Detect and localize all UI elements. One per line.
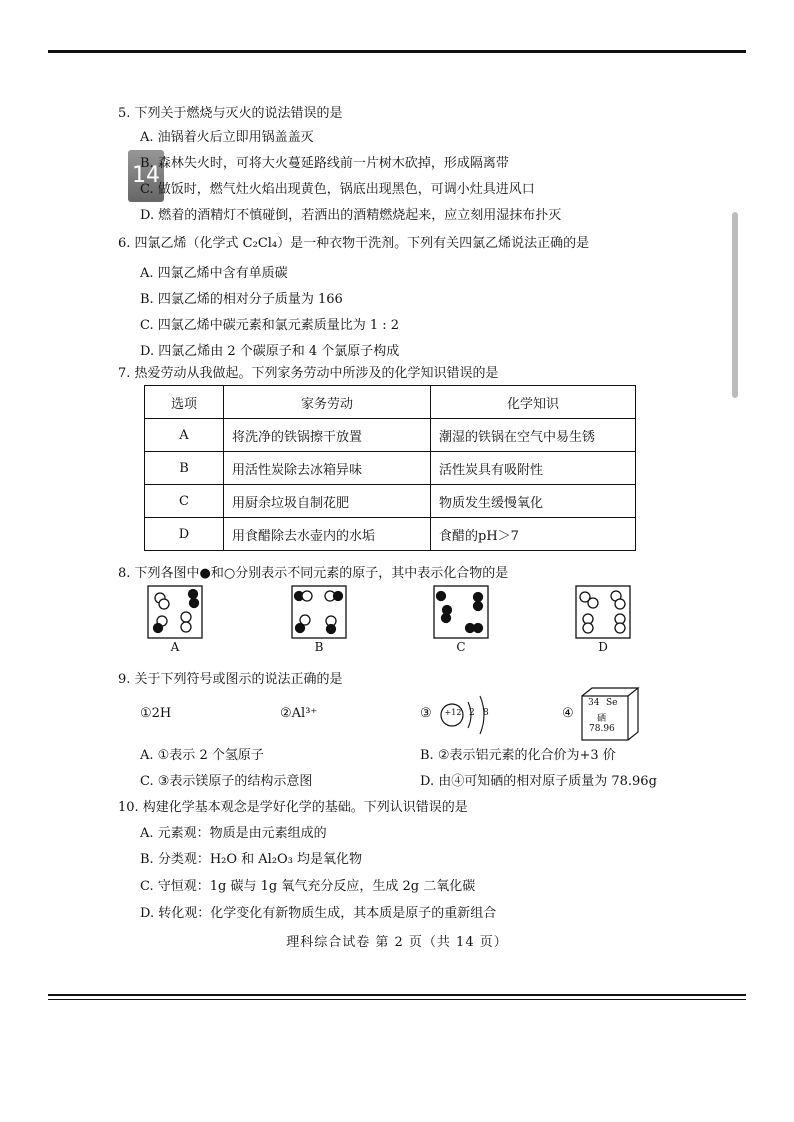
- element-name: 硒: [597, 714, 607, 724]
- q6-stem: 6. 四氯乙烯（化学式 C₂Cl₄）是一种衣物干洗剂。下列有关四氯乙烯说法正确的是: [118, 236, 590, 251]
- table-cell: 用活性炭除去冰箱异味: [224, 452, 431, 485]
- table-cell: 食醋的pH＞7: [431, 518, 636, 551]
- atom-black: [474, 624, 483, 633]
- q5-option-c: C. 做饭时，燃气灶火焰出现黄色，锅底出现黑色，可调小灶具进风口: [140, 182, 535, 197]
- q5-option-a: A. 油锅着火后立即用锅盖盖灭: [140, 130, 314, 145]
- table-cell: C: [145, 485, 224, 518]
- element-mass: 78.96: [589, 724, 615, 734]
- shell-2-electrons: 8: [483, 708, 489, 718]
- page-footer: 理科综合试卷 第 2 页（共 14 页）: [286, 935, 508, 950]
- atom-black: [437, 592, 446, 601]
- page-badge: 14: [128, 150, 164, 202]
- table-cell: 用厨余垃圾自制花肥: [224, 485, 431, 518]
- atom-black: [327, 625, 336, 634]
- q8-particle-diagrams: [0, 584, 794, 642]
- table-cell: 物质发生缓慢氧化: [431, 485, 636, 518]
- atom-black: [334, 592, 343, 601]
- table-cell: A: [145, 419, 224, 452]
- element-symbol: Se: [606, 698, 618, 708]
- q10-stem: 10. 构建化学基本观念是学好化学的基础。下列认识错误的是: [118, 800, 468, 815]
- bottom-rule-thin: [48, 999, 746, 1000]
- symbol-4: ④: [562, 706, 574, 721]
- diagram-label-a: A: [170, 640, 180, 654]
- atom-white: [615, 623, 625, 633]
- atom-black: [474, 602, 483, 611]
- q9-option-a: A. ①表示 2 个氢原子: [140, 748, 264, 763]
- q7-table: [144, 385, 636, 551]
- scrollbar-thumb[interactable]: [732, 212, 738, 398]
- atom-white: [588, 598, 598, 608]
- atom-white: [583, 623, 593, 633]
- table-header: 家务劳动: [224, 386, 431, 419]
- diagram-label-d: D: [598, 640, 608, 654]
- q6-option-d: D. 四氯乙烯由 2 个碳原子和 4 个氯原子构成: [140, 344, 400, 359]
- q10-option-a: A. 元素观：物质是由元素组成的: [140, 826, 327, 841]
- element-number: 34: [588, 698, 600, 708]
- q8-stem: 8. 下列各图中●和○分别表示不同元素的原子，其中表示化合物的是: [118, 566, 509, 581]
- table-header-row: [145, 386, 636, 419]
- q9-stem: 9. 关于下列符号或图示的说法正确的是: [118, 672, 343, 687]
- table-header: 化学知识: [431, 386, 636, 419]
- atom-black: [442, 614, 451, 623]
- table-row: [145, 419, 636, 452]
- q6-option-c: C. 四氯乙烯中碳元素和氯元素质量比为 1 : 2: [140, 318, 400, 333]
- nucleus-charge: +12: [444, 708, 462, 717]
- top-rule: [48, 50, 746, 53]
- diagram-label-c: C: [456, 640, 466, 654]
- q6-option-a: A. 四氯乙烯中含有单质碳: [140, 266, 288, 281]
- atom-white: [615, 599, 625, 609]
- table-cell: 活性炭具有吸附性: [431, 452, 636, 485]
- table-row: [145, 485, 636, 518]
- shell-1-electrons: 2: [469, 708, 475, 718]
- atom-white: [159, 599, 169, 609]
- symbol-3: ③: [420, 706, 432, 721]
- q7-stem: 7. 热爱劳动从我做起。下列家务劳动中所涉及的化学知识错误的是: [118, 366, 499, 381]
- q5-option-b: B. 森林失火时，可将大火蔓延路线前一片树木砍掉，形成隔离带: [140, 156, 509, 171]
- table-cell: 用食醋除去水壶内的水垢: [224, 518, 431, 551]
- bottom-rule: [48, 994, 746, 996]
- table-cell: B: [145, 452, 224, 485]
- atom-black: [154, 624, 163, 633]
- table-cell: D: [145, 518, 224, 551]
- symbol-1: ①2H: [140, 706, 172, 721]
- table-header: 选项: [145, 386, 224, 419]
- q5-stem: 5. 下列关于燃烧与灭火的说法错误的是: [118, 106, 343, 121]
- atom-black: [474, 593, 483, 602]
- table-cell: 潮湿的铁锅在空气中易生锈: [431, 419, 636, 452]
- atom-white: [181, 622, 191, 632]
- q10-option-d: D. 转化观：化学变化有新物质生成，其本质是原子的重新组合: [140, 906, 497, 921]
- table-row: [145, 452, 636, 485]
- q5-option-d: D. 燃着的酒精灯不慎碰倒，若洒出的酒精燃烧起来，应立刻用湿抹布扑灭: [140, 208, 562, 223]
- atom-black: [189, 590, 198, 599]
- diagram-label-b: B: [314, 640, 324, 654]
- symbol-2: ②Al³⁺: [280, 706, 318, 721]
- table-row: [145, 518, 636, 551]
- atom-black: [190, 599, 199, 608]
- table-cell: 将洗净的铁锅擦干放置: [224, 419, 431, 452]
- atom-white: [302, 591, 312, 601]
- q9-option-b: B. ②表示铝元素的化合价为+3 价: [420, 748, 616, 763]
- q6-option-b: B. 四氯乙烯的相对分子质量为 166: [140, 292, 343, 307]
- q9-option-d: D. 由④可知硒的相对原子质量为 78.96g: [420, 774, 657, 789]
- atom-white: [181, 612, 191, 622]
- q10-option-c: C. 守恒观：1g 碳与 1g 氧气充分反应，生成 2g 二氧化碳: [140, 879, 476, 894]
- q10-option-b: B. 分类观：H₂O 和 Al₂O₃ 均是氧化物: [140, 852, 363, 867]
- q9-option-c: C. ③表示镁原子的结构示意图: [140, 774, 313, 789]
- atom-black: [296, 624, 305, 633]
